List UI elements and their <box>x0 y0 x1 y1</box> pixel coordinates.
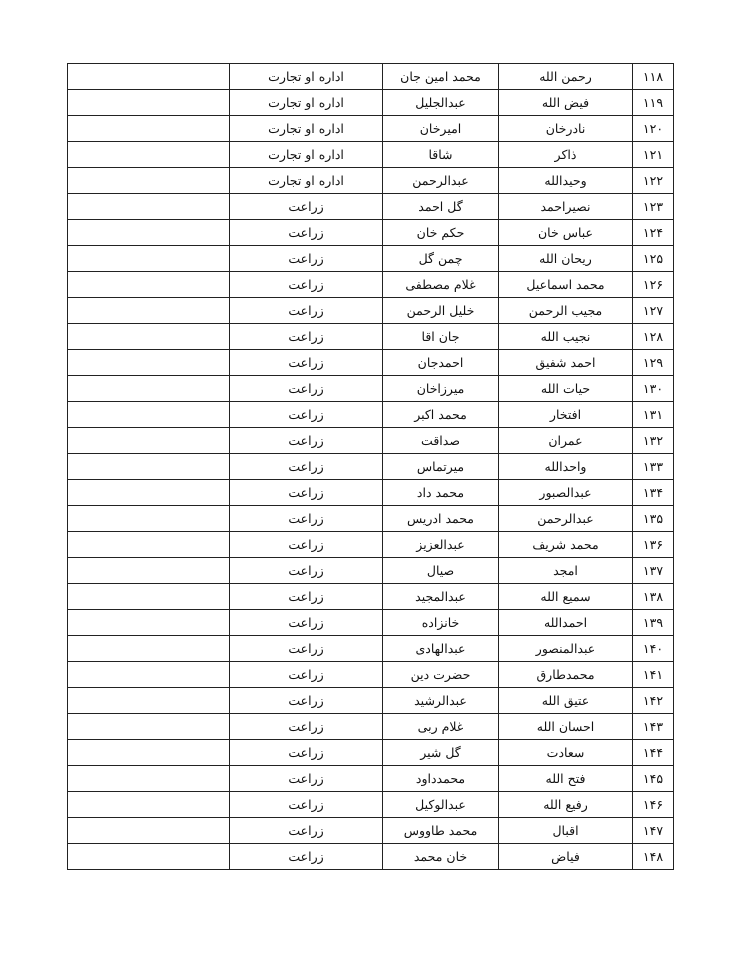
field-cell: زراعت <box>230 428 383 454</box>
name-cell: اقبال <box>499 818 633 844</box>
table-row <box>68 168 674 194</box>
row-number-cell: ۱۲۴ <box>633 220 674 246</box>
blank-cell <box>68 610 230 636</box>
field-cell: زراعت <box>230 688 383 714</box>
name-cell: امجد <box>499 558 633 584</box>
father-name-cell: شاقا <box>383 142 499 168</box>
row-number-cell: ۱۴۶ <box>633 792 674 818</box>
blank-cell <box>68 298 230 324</box>
table-row <box>68 142 674 168</box>
father-name-cell: حکم خان <box>383 220 499 246</box>
field-cell: زراعت <box>230 818 383 844</box>
table-row <box>68 402 674 428</box>
field-cell: زراعت <box>230 740 383 766</box>
name-cell: عتیق الله <box>499 688 633 714</box>
name-cell: سمیع الله <box>499 584 633 610</box>
name-cell: عبدالمنصور <box>499 636 633 662</box>
table-row <box>68 584 674 610</box>
name-cell: واحدالله <box>499 454 633 480</box>
father-name-cell: میرتماس <box>383 454 499 480</box>
name-cell: ریحان الله <box>499 246 633 272</box>
field-cell: زراعت <box>230 532 383 558</box>
field-cell: زراعت <box>230 324 383 350</box>
table-row <box>68 740 674 766</box>
table-row <box>68 246 674 272</box>
field-cell: زراعت <box>230 298 383 324</box>
blank-cell <box>68 792 230 818</box>
name-cell: عبدالصبور <box>499 480 633 506</box>
name-cell: نادرخان <box>499 116 633 142</box>
name-cell: سعادت <box>499 740 633 766</box>
field-cell: زراعت <box>230 480 383 506</box>
table-row <box>68 272 674 298</box>
table-row <box>68 532 674 558</box>
field-cell: زراعت <box>230 766 383 792</box>
table-row <box>68 662 674 688</box>
row-number-cell: ۱۲۸ <box>633 324 674 350</box>
blank-cell <box>68 428 230 454</box>
father-name-cell: عبدالرشید <box>383 688 499 714</box>
father-name-cell: عبدالمجید <box>383 584 499 610</box>
field-cell: زراعت <box>230 714 383 740</box>
row-number-cell: ۱۴۴ <box>633 740 674 766</box>
father-name-cell: محمد امین جان <box>383 64 499 90</box>
field-cell: زراعت <box>230 246 383 272</box>
blank-cell <box>68 740 230 766</box>
name-cell: عبدالرحمن <box>499 506 633 532</box>
row-number-cell: ۱۳۱ <box>633 402 674 428</box>
field-cell: زراعت <box>230 662 383 688</box>
table-row <box>68 194 674 220</box>
father-name-cell: عبدالجلیل <box>383 90 499 116</box>
table-row <box>68 714 674 740</box>
table-row <box>68 350 674 376</box>
father-name-cell: خان محمد <box>383 844 499 870</box>
field-cell: اداره او تجارت <box>230 64 383 90</box>
field-cell: اداره او تجارت <box>230 168 383 194</box>
table-row <box>68 844 674 870</box>
row-number-cell: ۱۴۳ <box>633 714 674 740</box>
field-cell: زراعت <box>230 402 383 428</box>
table-row <box>68 792 674 818</box>
field-cell: زراعت <box>230 194 383 220</box>
blank-cell <box>68 532 230 558</box>
father-name-cell: گل شیر <box>383 740 499 766</box>
father-name-cell: چمن گل <box>383 246 499 272</box>
row-number-cell: ۱۲۷ <box>633 298 674 324</box>
row-number-cell: ۱۴۵ <box>633 766 674 792</box>
row-number-cell: ۱۴۷ <box>633 818 674 844</box>
blank-cell <box>68 662 230 688</box>
father-name-cell: عبدالوکیل <box>383 792 499 818</box>
father-name-cell: امیرخان <box>383 116 499 142</box>
field-cell: زراعت <box>230 454 383 480</box>
name-cell: احمدالله <box>499 610 633 636</box>
row-number-cell: ۱۲۰ <box>633 116 674 142</box>
father-name-cell: عبدالهادی <box>383 636 499 662</box>
father-name-cell: غلام مصطفی <box>383 272 499 298</box>
table-row <box>68 480 674 506</box>
row-number-cell: ۱۲۲ <box>633 168 674 194</box>
table-row <box>68 766 674 792</box>
name-cell: احمد شفیق <box>499 350 633 376</box>
name-cell: عباس خان <box>499 220 633 246</box>
father-name-cell: عبدالرحمن <box>383 168 499 194</box>
blank-cell <box>68 402 230 428</box>
father-name-cell: صیال <box>383 558 499 584</box>
blank-cell <box>68 116 230 142</box>
row-number-cell: ۱۴۱ <box>633 662 674 688</box>
row-number-cell: ۱۳۳ <box>633 454 674 480</box>
table-row <box>68 428 674 454</box>
blank-cell <box>68 350 230 376</box>
row-number-cell: ۱۳۵ <box>633 506 674 532</box>
field-cell: اداره او تجارت <box>230 142 383 168</box>
father-name-cell: گل احمد <box>383 194 499 220</box>
table-row <box>68 220 674 246</box>
father-name-cell: خلیل الرحمن <box>383 298 499 324</box>
father-name-cell: محمد طاووس <box>383 818 499 844</box>
row-number-cell: ۱۳۷ <box>633 558 674 584</box>
row-number-cell: ۱۱۹ <box>633 90 674 116</box>
name-cell: فیض الله <box>499 90 633 116</box>
row-number-cell: ۱۳۰ <box>633 376 674 402</box>
row-number-cell: ۱۲۹ <box>633 350 674 376</box>
table-row <box>68 324 674 350</box>
name-cell: فیاض <box>499 844 633 870</box>
table-row <box>68 558 674 584</box>
blank-cell <box>68 376 230 402</box>
father-name-cell: احمدجان <box>383 350 499 376</box>
row-number-cell: ۱۳۴ <box>633 480 674 506</box>
name-cell: مجیب الرحمن <box>499 298 633 324</box>
table-row <box>68 636 674 662</box>
names-table <box>67 63 674 870</box>
table-row <box>68 454 674 480</box>
name-cell: وحیدالله <box>499 168 633 194</box>
name-cell: عمران <box>499 428 633 454</box>
father-name-cell: محمد داد <box>383 480 499 506</box>
blank-cell <box>68 584 230 610</box>
table-row <box>68 610 674 636</box>
blank-cell <box>68 818 230 844</box>
father-name-cell: خانزاده <box>383 610 499 636</box>
row-number-cell: ۱۳۸ <box>633 584 674 610</box>
name-cell: نجیب الله <box>499 324 633 350</box>
blank-cell <box>68 324 230 350</box>
blank-cell <box>68 714 230 740</box>
field-cell: زراعت <box>230 350 383 376</box>
table-body <box>68 64 674 870</box>
name-cell: نصیراحمد <box>499 194 633 220</box>
name-cell: ذاکر <box>499 142 633 168</box>
name-cell: احسان الله <box>499 714 633 740</box>
field-cell: اداره او تجارت <box>230 90 383 116</box>
blank-cell <box>68 766 230 792</box>
table-row <box>68 90 674 116</box>
name-cell: افتخار <box>499 402 633 428</box>
document-table-container <box>67 63 673 870</box>
blank-cell <box>68 272 230 298</box>
name-cell: محمد اسماعیل <box>499 272 633 298</box>
field-cell: زراعت <box>230 272 383 298</box>
field-cell: زراعت <box>230 376 383 402</box>
field-cell: زراعت <box>230 792 383 818</box>
father-name-cell: غلام ربی <box>383 714 499 740</box>
name-cell: محمدطارق <box>499 662 633 688</box>
field-cell: زراعت <box>230 844 383 870</box>
row-number-cell: ۱۱۸ <box>633 64 674 90</box>
row-number-cell: ۱۴۰ <box>633 636 674 662</box>
blank-cell <box>68 558 230 584</box>
row-number-cell: ۱۲۶ <box>633 272 674 298</box>
father-name-cell: حضرت دین <box>383 662 499 688</box>
name-cell: فتح الله <box>499 766 633 792</box>
field-cell: زراعت <box>230 506 383 532</box>
father-name-cell: جان اقا <box>383 324 499 350</box>
father-name-cell: میرزاخان <box>383 376 499 402</box>
table-row <box>68 116 674 142</box>
father-name-cell: محمد ادریس <box>383 506 499 532</box>
table-row <box>68 376 674 402</box>
table-row <box>68 298 674 324</box>
field-cell: زراعت <box>230 636 383 662</box>
blank-cell <box>68 844 230 870</box>
father-name-cell: عبدالعزیز <box>383 532 499 558</box>
table-row <box>68 506 674 532</box>
blank-cell <box>68 90 230 116</box>
field-cell: اداره او تجارت <box>230 116 383 142</box>
blank-cell <box>68 168 230 194</box>
blank-cell <box>68 688 230 714</box>
blank-cell <box>68 246 230 272</box>
father-name-cell: محمدداود <box>383 766 499 792</box>
table-row <box>68 818 674 844</box>
row-number-cell: ۱۲۱ <box>633 142 674 168</box>
row-number-cell: ۱۳۹ <box>633 610 674 636</box>
row-number-cell: ۱۳۲ <box>633 428 674 454</box>
row-number-cell: ۱۴۲ <box>633 688 674 714</box>
field-cell: زراعت <box>230 558 383 584</box>
blank-cell <box>68 480 230 506</box>
blank-cell <box>68 220 230 246</box>
name-cell: محمد شریف <box>499 532 633 558</box>
father-name-cell: صداقت <box>383 428 499 454</box>
blank-cell <box>68 194 230 220</box>
row-number-cell: ۱۲۳ <box>633 194 674 220</box>
father-name-cell: محمد اکبر <box>383 402 499 428</box>
row-number-cell: ۱۴۸ <box>633 844 674 870</box>
row-number-cell: ۱۳۶ <box>633 532 674 558</box>
name-cell: حیات الله <box>499 376 633 402</box>
name-cell: رفیع الله <box>499 792 633 818</box>
table-row <box>68 688 674 714</box>
blank-cell <box>68 506 230 532</box>
blank-cell <box>68 454 230 480</box>
table-row <box>68 64 674 90</box>
row-number-cell: ۱۲۵ <box>633 246 674 272</box>
blank-cell <box>68 142 230 168</box>
field-cell: زراعت <box>230 584 383 610</box>
name-cell: رحمن الله <box>499 64 633 90</box>
field-cell: زراعت <box>230 220 383 246</box>
field-cell: زراعت <box>230 610 383 636</box>
blank-cell <box>68 636 230 662</box>
blank-cell <box>68 64 230 90</box>
